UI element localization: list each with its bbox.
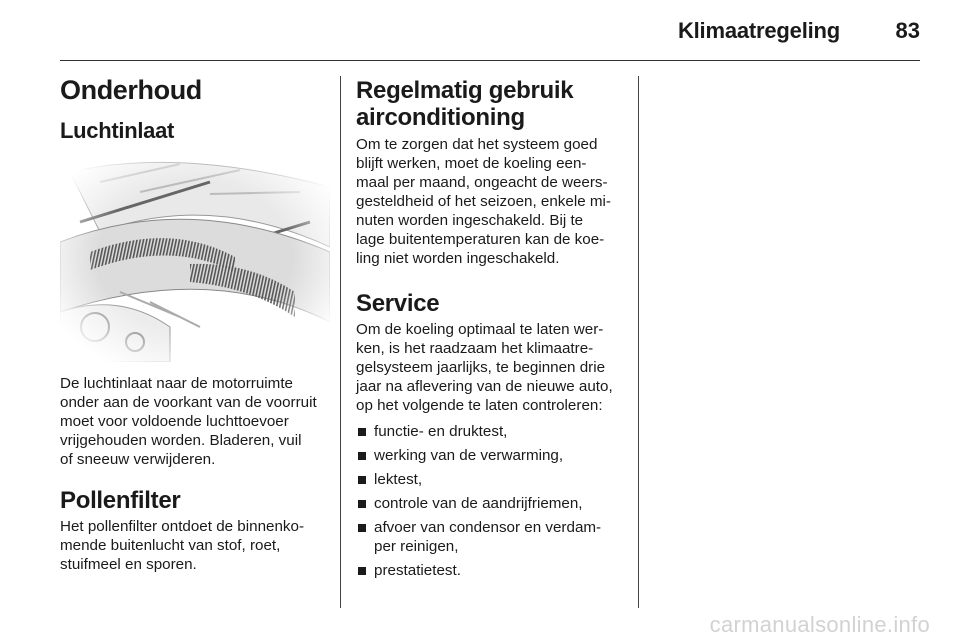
list-item-text: lektest, — [374, 471, 423, 488]
subheading-luchtinlaat: Luchtinlaat — [60, 118, 175, 143]
list-item — [356, 470, 626, 489]
inlet-line: of sneeuw verwijderen. — [60, 451, 216, 468]
pollen-line: mende buitenlucht van stof, roet, — [60, 537, 281, 554]
list-item — [356, 561, 626, 580]
pollen-line: Het pollenfilter ontdoet de binnenko- — [60, 518, 305, 535]
square-bullet-icon — [358, 500, 366, 508]
inlet-line: vrijgehouden worden. Bladeren, vuil — [60, 432, 302, 449]
list-item — [356, 518, 626, 556]
header-divider — [60, 60, 920, 61]
page-number: 83 — [895, 18, 920, 43]
list-item-text: controle van de aandrijfriemen, — [374, 495, 583, 512]
column-divider-1 — [340, 76, 341, 608]
service-line: ken, is het raadzaam het klimaatre- — [356, 340, 594, 357]
pollen-line: stuifmeel en sporen. — [60, 556, 197, 573]
square-bullet-icon — [358, 428, 366, 436]
service-checklist — [356, 422, 626, 580]
service-line: op het volgende te laten controleren: — [356, 397, 603, 414]
square-bullet-icon — [358, 567, 366, 575]
inlet-line: moet voor voldoende luchttoevoer — [60, 413, 289, 430]
list-item-text: afvoer van condensor en verdam- — [374, 519, 602, 536]
service-line: Om de koeling optimaal te laten wer- — [356, 321, 604, 338]
service-line: jaar na aflevering van de nieuwe auto, — [356, 378, 613, 395]
inlet-line: De luchtinlaat naar de motorruimte — [60, 375, 293, 392]
column-divider-2 — [638, 76, 639, 608]
list-item-text: functie- en druktest, — [374, 423, 508, 440]
ac-line: blijft werken, moet de koeling een- — [356, 155, 587, 172]
inlet-description — [60, 374, 330, 574]
list-item — [356, 422, 626, 441]
inlet-line: onder aan de voorkant van de voorruit — [60, 394, 317, 411]
list-item-text: per reinigen, — [374, 538, 459, 555]
ac-line: nuten worden ingeschakeld. Bij te — [356, 212, 584, 229]
middle-column — [356, 72, 626, 585]
heading-line: airconditioning — [356, 104, 525, 131]
heading-line: Regelmatig gebruik — [356, 77, 574, 104]
ac-line: gesteldheid of het seizoen, enkele mi- — [356, 193, 611, 210]
list-item-text: prestatietest. — [374, 562, 461, 579]
section-title: Klimaatregeling — [677, 18, 840, 43]
square-bullet-icon — [358, 524, 366, 532]
air-inlet-figure — [60, 152, 330, 362]
section-heading-onderhoud: Onderhoud — [60, 75, 202, 105]
list-item — [356, 446, 626, 465]
square-bullet-icon — [358, 452, 366, 460]
list-item-text: werking van de verwarming, — [374, 447, 564, 464]
ac-line: lage buitentemperaturen kan de koe- — [356, 231, 605, 248]
ac-line: ling niet worden ingeschakeld. — [356, 250, 560, 267]
service-line: gelsysteem jaarlijks, te beginnen drie — [356, 359, 606, 376]
windshield-air-inlet-illustration-icon — [60, 152, 330, 362]
ac-line: maal per maand, ongeacht de weers- — [356, 174, 608, 191]
subheading-airconditioning — [356, 77, 626, 131]
list-item — [356, 494, 626, 513]
watermark: carmanualsonline.info — [709, 612, 930, 637]
subheading-service: Service — [356, 290, 440, 317]
subheading-pollenfilter: Pollenfilter — [60, 487, 181, 514]
left-column — [60, 72, 330, 144]
ac-line: Om te zorgen dat het systeem goed — [356, 136, 598, 153]
square-bullet-icon — [358, 476, 366, 484]
